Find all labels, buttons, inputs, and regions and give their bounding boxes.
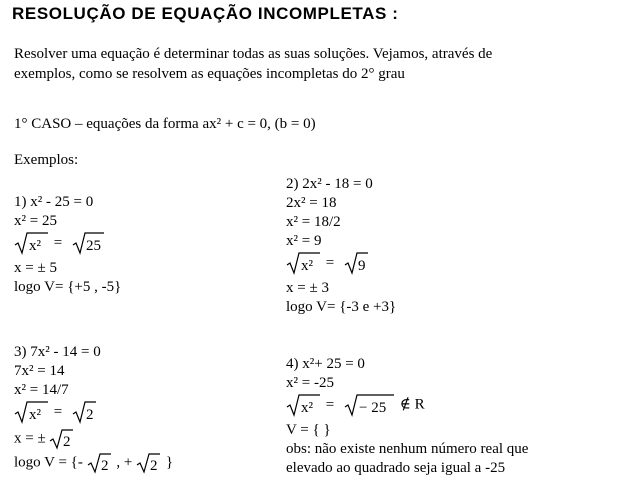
line-middle: , + [116,454,133,471]
example-line: x = ± 3 [286,280,329,296]
example-line: x = ± 5 [14,260,57,276]
radicand: − 25 [358,400,387,416]
sqrt-symbol [14,400,50,424]
solution-set: V = { } [286,422,331,438]
intro-line-2: exemplos, como se resolvem as equações incompletas do 2° grau [14,66,405,82]
line-prefix: logo V = {- [14,454,83,471]
sqrt-symbol [72,231,106,255]
sqrt-symbol [49,428,75,450]
examples-label: Exemplos: [14,152,79,168]
radicand: 9 [357,258,366,274]
not-in-reals: ∉ R [399,396,425,413]
radicand: 2 [63,434,71,450]
example-3 [14,343,173,476]
observation-line: obs: não existe nenhum número real que [286,441,529,457]
example-2 [286,175,396,317]
example-line [14,428,173,452]
line-suffix: } [165,454,174,471]
line-prefix: x = ± [14,430,46,447]
radicand: 25 [85,238,101,254]
sqrt-symbol [87,452,113,474]
radicand: x² [301,400,313,416]
observation-line: elevado ao quadrado seja igual a -25 [286,460,506,476]
example-line: x² = 14/7 [14,382,69,398]
sqrt-symbol [14,231,50,255]
sqrt-equation [286,393,528,421]
equals-sign: = [53,234,63,251]
example-line: x² = -25 [286,375,334,391]
solution-set: logo V= {-3 e +3} [286,299,397,315]
page-title: RESOLUÇÃO DE EQUAÇÃO INCOMPLETAS : [12,4,399,23]
example-4 [286,355,528,478]
radicand: x² [29,407,41,423]
example-line: 2) 2x² - 18 = 0 [286,176,373,192]
solution-set: logo V= {+5 , -5} [14,279,122,295]
sqrt-equation [14,231,121,259]
sqrt-symbol [344,251,370,275]
example-line: x² = 25 [14,213,57,229]
case-heading: 1° CASO – equações da forma ax² + c = 0, (b = 0) [14,116,316,132]
equals-sign: = [325,396,335,413]
example-line: 7x² = 14 [14,363,65,379]
example-line: x² = 9 [286,233,322,249]
sqrt-symbol [286,393,322,417]
sqrt-symbol [136,452,162,474]
sqrt-symbol [286,251,322,275]
sqrt-equation [14,400,173,428]
sqrt-symbol [72,400,98,424]
radicand: x² [301,258,313,274]
example-line: 1) x² - 25 = 0 [14,194,94,210]
example-line: 2x² = 18 [286,195,337,211]
radicand: 2 [150,458,158,474]
sqrt-symbol [344,393,396,417]
example-line: 4) x²+ 25 = 0 [286,356,365,372]
example-line: x² = 18/2 [286,214,341,230]
example-1 [14,193,121,297]
example-line: 3) 7x² - 14 = 0 [14,344,101,360]
intro-paragraph [14,44,492,84]
radicand: x² [29,238,41,254]
radicand: 2 [100,458,109,474]
solution-set [14,452,173,476]
intro-line-1: Resolver uma equação é determinar todas as suas soluções. Vejamos, através de [14,46,493,62]
sqrt-equation [286,251,396,279]
equals-sign: = [53,403,63,420]
radicand: 2 [85,407,94,423]
equals-sign: = [325,254,335,271]
